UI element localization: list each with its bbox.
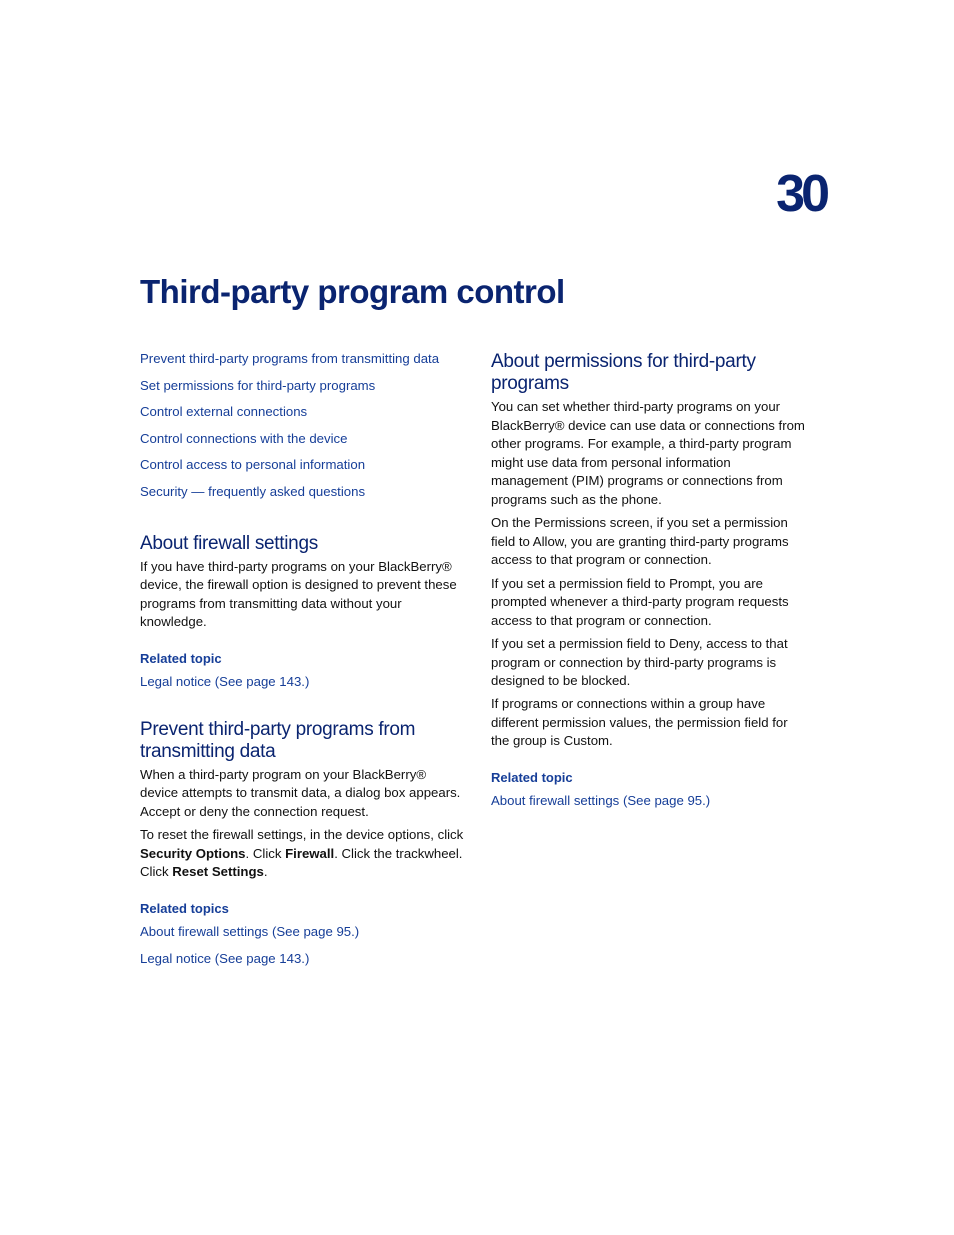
prevent-section (140, 719, 465, 969)
prevent-p2-text: To reset the firewall settings, in the device options, click (140, 826, 464, 842)
permissions-paragraph: If you set a permission field to Deny, access to that program or connection by third-party programs is designed to be blocked. (491, 635, 788, 689)
permissions-paragraph: You can set whether third-party programs on your BlackBerry® device can use data or connections from other programs. For example, a third-party program might use data from personal information management (PIM) programs or connections from programs such as the phone. (491, 399, 805, 507)
firewall-related-link-legal[interactable]: Legal notice (See page 143.) (140, 673, 310, 689)
toc-link-device-connections[interactable]: Control connections with the device (140, 430, 348, 446)
toc-item (140, 426, 465, 453)
permissions-paragraph: If you set a permission field to Prompt, you are prompted whenever a third-party program requests access to that program or connection. (491, 575, 789, 628)
permissions-related-link-firewall[interactable]: About firewall settings (See page 95.) (491, 793, 711, 809)
toc-link-prevent-transmitting[interactable]: Prevent third-party programs from transmitting data (140, 351, 440, 366)
reset-settings-term: Reset Settings (172, 864, 264, 880)
firewall-section (140, 533, 465, 692)
prevent-paragraph-1: When a third-party program on your BlackBerry® device attempts to transmit data, a dialog box appears. Accept or deny the connection request. (140, 766, 461, 819)
toc-item (140, 399, 465, 426)
chapter-number: 30 (776, 165, 826, 223)
permissions-section (491, 351, 809, 811)
toc-item (140, 373, 465, 400)
permissions-paragraph: On the Permissions screen, if you set a permission field to Allow, you are granting third-party programs access to that program or connection. (491, 515, 789, 568)
prevent-heading: Prevent third-party programs from transmitting data (140, 718, 416, 762)
toc-item (140, 479, 465, 506)
toc-link-personal-information[interactable]: Control access to personal information (140, 457, 366, 473)
prevent-related-link-legal[interactable]: Legal notice (See page 143.) (140, 950, 310, 966)
permissions-related-heading: Related topic (491, 770, 573, 786)
page-title: Third-party program control (140, 273, 565, 310)
left-column (140, 346, 465, 968)
prevent-related-heading: Related topics (140, 900, 229, 916)
prevent-related-link-firewall[interactable]: About firewall settings (See page 95.) (140, 923, 360, 939)
firewall-term: Firewall (285, 845, 335, 861)
right-column (491, 346, 809, 811)
firewall-heading: About firewall settings (140, 532, 318, 554)
prevent-p2-text: . Click (245, 845, 286, 861)
permissions-heading: About permissions for third-party programs (491, 351, 756, 394)
firewall-body: If you have third-party programs on your BlackBerry® device, the firewall option is designed to prevent these programs from transmitting data without your knowledge. (140, 558, 457, 630)
firewall-related-heading: Related topic (140, 650, 222, 666)
toc-item (140, 452, 465, 479)
toc-link-security-faq[interactable]: Security — frequently asked questions (140, 483, 366, 499)
permissions-paragraph: If programs or connections within a group have different permission values, the permission field for the group is Custom. (491, 696, 788, 749)
toc-item (140, 346, 465, 373)
toc-link-external-connections[interactable]: Control external connections (140, 404, 308, 420)
security-options-term: Security Options (140, 845, 246, 861)
section-link-list (140, 346, 465, 506)
prevent-paragraph-2 (140, 826, 465, 882)
toc-link-set-permissions[interactable]: Set permissions for third-party programs (140, 377, 376, 393)
prevent-p2-text: . (263, 864, 268, 880)
prevent-p2-text: . Click the trackwheel. Click (140, 845, 463, 880)
